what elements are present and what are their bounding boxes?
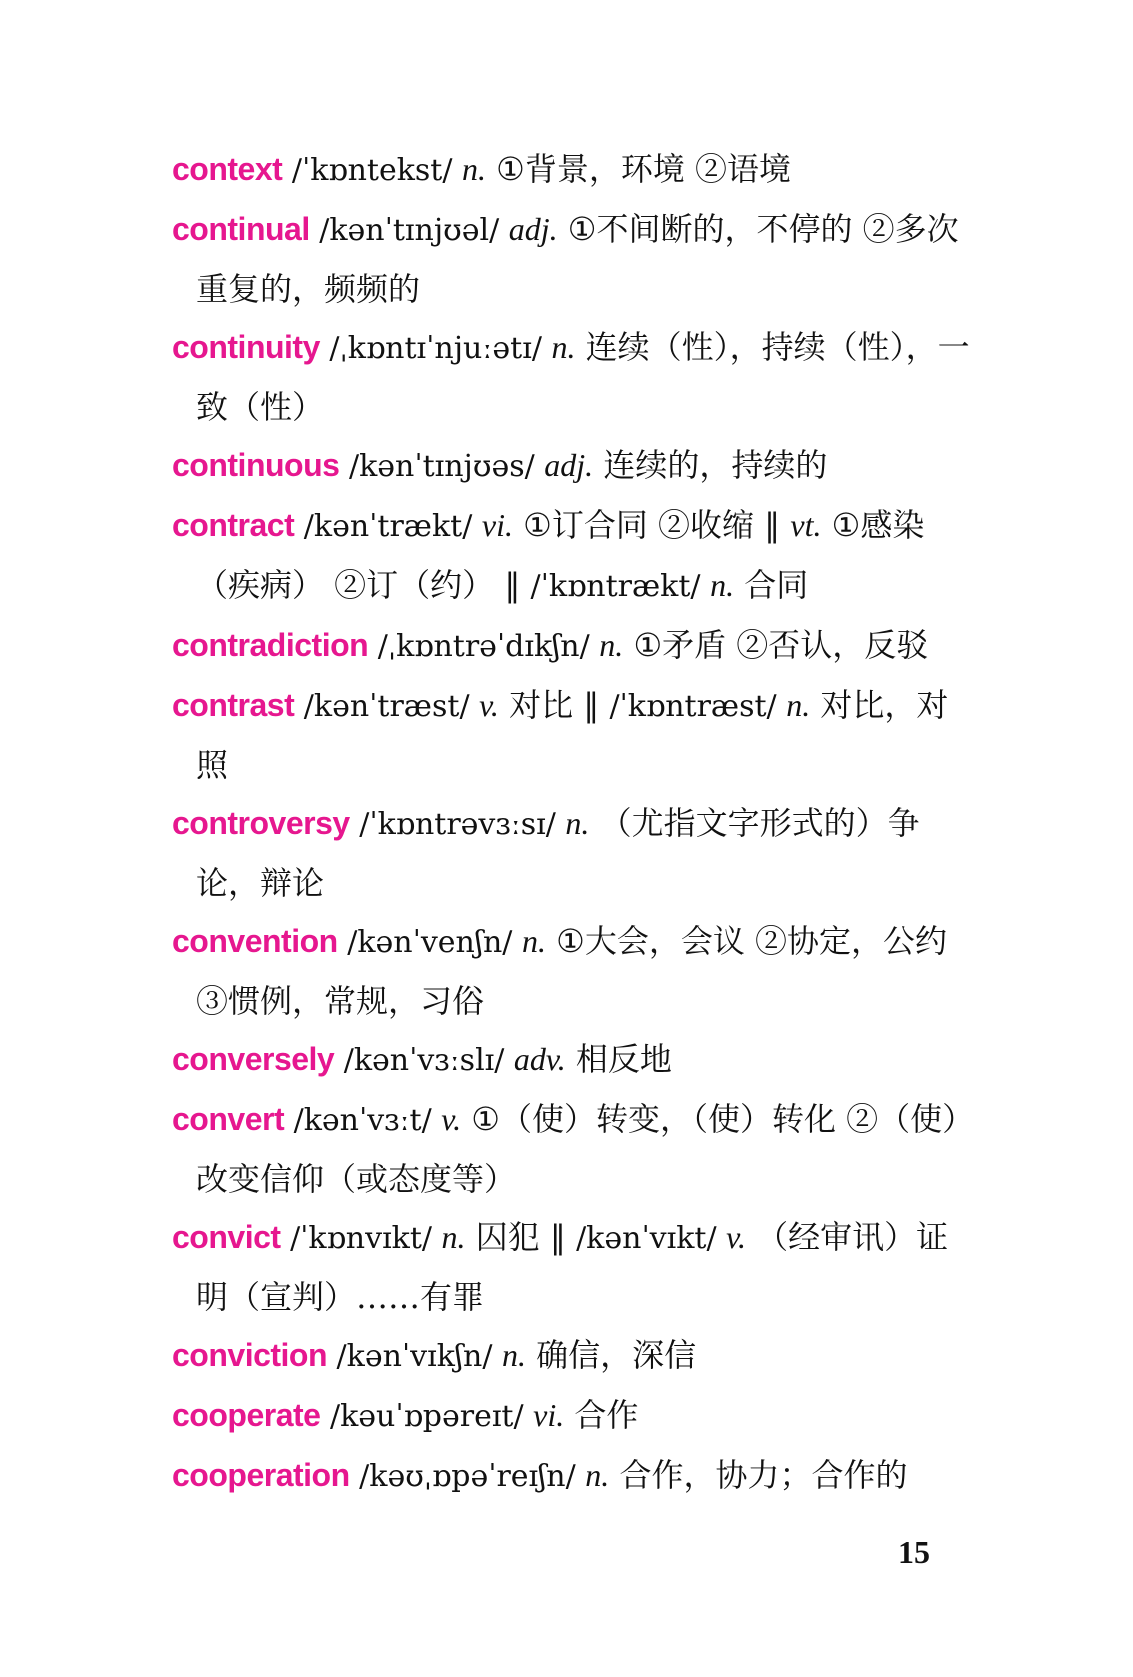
- part-of-speech: vi.: [481, 507, 513, 543]
- phonetic: /ˌkɒntrəˈdɪkʃn/: [368, 629, 600, 664]
- headword: conviction: [172, 1337, 328, 1373]
- part-of-speech: n.: [441, 1219, 466, 1255]
- definition: ①感染（疾病） ②订（约） ‖: [196, 506, 925, 604]
- dictionary-entry: [172, 496, 972, 616]
- headword: convert: [172, 1101, 285, 1137]
- headword: contrast: [172, 687, 295, 723]
- headword: continuous: [172, 447, 340, 483]
- part-of-speech: n.: [502, 1337, 526, 1373]
- part-of-speech: adv.: [513, 1041, 566, 1077]
- headword: context: [172, 151, 283, 187]
- dictionary-entry: [172, 912, 972, 1030]
- definition: ①不间断的，不停的 ②多次重复的，频频的: [196, 210, 959, 308]
- part-of-speech: n.: [599, 627, 624, 663]
- part-of-speech: vi.: [533, 1397, 565, 1433]
- dictionary-page: [172, 140, 972, 1506]
- phonetic: /kənˈtrækt/: [294, 509, 482, 544]
- headword: cooperation: [172, 1457, 350, 1493]
- part-of-speech: adj.: [544, 447, 594, 483]
- phonetic: /kənˈvɪkʃn/: [327, 1339, 502, 1374]
- definition: 合作: [564, 1396, 639, 1434]
- dictionary-entry: [172, 1386, 972, 1446]
- dictionary-entry: [172, 200, 972, 318]
- dictionary-entry: [172, 318, 972, 436]
- definition: 对比 ‖: [498, 686, 610, 724]
- part-of-speech: n.: [565, 805, 590, 841]
- phonetic: /kəuˈɒpəreɪt/: [320, 1399, 534, 1434]
- phonetic: /kənˈtræst/: [294, 689, 480, 724]
- phonetic: /ˈkɒntrəvɜːsɪ/: [349, 807, 566, 842]
- definition: 合同: [734, 566, 809, 604]
- dictionary-entry: [172, 140, 972, 200]
- part-of-speech: v.: [479, 687, 499, 723]
- dictionary-entry: [172, 794, 972, 912]
- definition: 连续（性），持续（性），一致（性）: [196, 328, 970, 426]
- headword: contract: [172, 507, 295, 543]
- headword: contradiction: [172, 627, 369, 663]
- dictionary-entry: [172, 1208, 972, 1326]
- definition: （尤指文字形式的）争论，辩论: [196, 804, 920, 902]
- phonetic: /kənˈvenʃn/: [337, 925, 522, 960]
- definition: 相反地: [565, 1040, 672, 1078]
- definition: 确信，深信: [526, 1336, 697, 1374]
- part-of-speech: n.: [551, 329, 576, 365]
- phonetic: /kənˈtɪnjʊəl/: [309, 213, 509, 248]
- dictionary-entry: [172, 616, 972, 676]
- headword: conversely: [172, 1041, 335, 1077]
- definition: ①背景，环境 ②语境: [485, 150, 792, 188]
- part-of-speech: v.: [726, 1219, 746, 1255]
- definition: 对比，对照: [196, 686, 949, 784]
- part-of-speech: adj.: [508, 211, 558, 247]
- part-of-speech: n.: [585, 1457, 610, 1493]
- phonetic: /ˈkɒntekst/: [282, 153, 462, 188]
- definition: 合作，协力；合作的: [609, 1456, 908, 1494]
- phonetic: /kənˈtɪnjʊəs/: [339, 449, 545, 484]
- dictionary-entry: [172, 676, 972, 794]
- phonetic: /kənˈvɜːslɪ/: [334, 1043, 514, 1078]
- headword: convict: [172, 1219, 281, 1255]
- phonetic: /kənˈvɜːt/: [284, 1103, 442, 1138]
- definition: ①（使）转变，（使）转化 ②（使）改变信仰（或态度等）: [196, 1100, 959, 1198]
- definition: ①订合同 ②收缩 ‖: [512, 506, 791, 544]
- headword: continual: [172, 211, 310, 247]
- phonetic: /kəʊˌɒpəˈreɪʃn/: [349, 1459, 586, 1494]
- definition: （经审讯）证明（宣判）……有罪: [196, 1218, 949, 1316]
- headword: convention: [172, 923, 338, 959]
- phonetic: /ˈkɒntræst/: [609, 689, 787, 724]
- part-of-speech: n.: [710, 567, 735, 603]
- part-of-speech: n.: [521, 923, 546, 959]
- headword: controversy: [172, 805, 350, 841]
- dictionary-entry: [172, 1030, 972, 1090]
- definition: ①矛盾 ②否认，反驳: [623, 626, 929, 664]
- part-of-speech: n.: [786, 687, 811, 723]
- phonetic: /kənˈvɪkt/: [576, 1221, 727, 1256]
- dictionary-entry: [172, 436, 972, 496]
- page-number: 15: [898, 1534, 930, 1570]
- definition: 连续的，持续的: [593, 446, 828, 484]
- part-of-speech: vt.: [790, 507, 822, 543]
- definition: 囚犯 ‖: [465, 1218, 577, 1256]
- headword: cooperate: [172, 1397, 321, 1433]
- headword: continuity: [172, 329, 320, 365]
- phonetic: /ˌkɒntɪˈnjuːətɪ/: [319, 331, 552, 366]
- dictionary-entry: [172, 1326, 972, 1386]
- dictionary-entry: [172, 1446, 972, 1506]
- definition: ①大会，会议 ②协定，公约 ③惯例，常规，习俗: [196, 922, 947, 1020]
- part-of-speech: v.: [441, 1101, 462, 1137]
- phonetic: /ˈkɒntrækt/: [530, 569, 711, 604]
- entry-list: [172, 140, 972, 1506]
- dictionary-entry: [172, 1090, 972, 1208]
- part-of-speech: n.: [461, 151, 486, 187]
- phonetic: /ˈkɒnvɪkt/: [280, 1221, 442, 1256]
